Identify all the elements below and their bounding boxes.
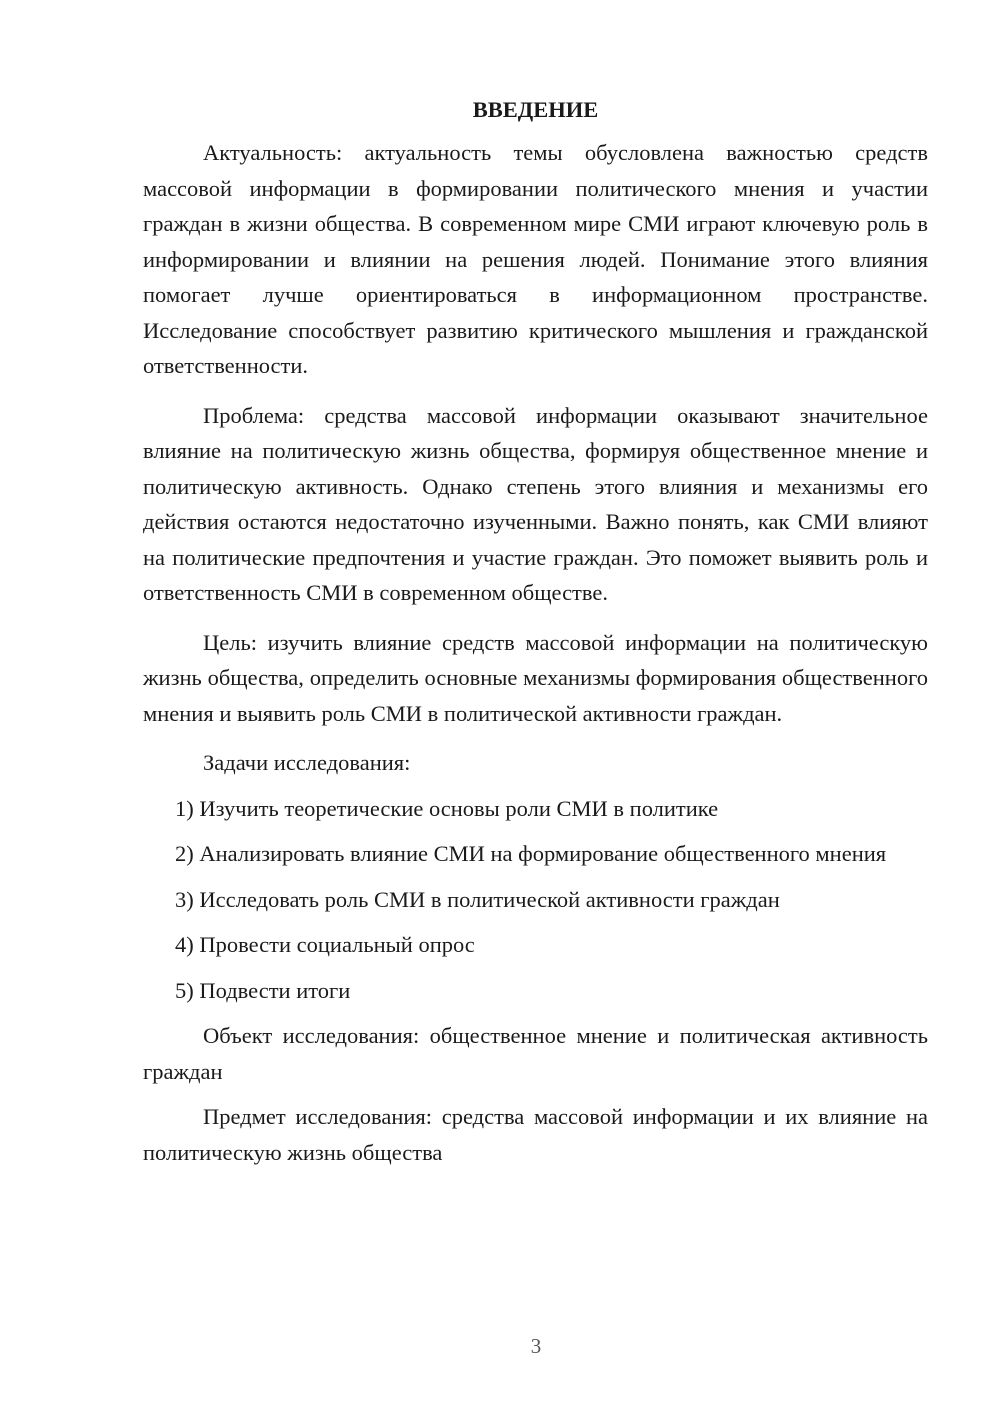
task-item-3: 3) Исследовать роль СМИ в политической активности граждан <box>175 886 780 912</box>
tasks-heading: Задачи исследования: <box>203 750 411 775</box>
research-subject-paragraph: Предмет исследования: средства массовой информации и их влияние на политическую жизнь общества <box>143 1104 928 1165</box>
task-item-4: 4) Провести социальный опрос <box>175 932 475 957</box>
page-content <box>143 92 928 1180</box>
page-number: 3 <box>530 1334 542 1358</box>
research-object-paragraph: Объект исследования: общественное мнение и политическая активность граждан <box>143 1023 928 1084</box>
problem-paragraph: Проблема: средства массовой информации оказывают значительное влияние на политическую жизнь общества, формируя общественное мнение и политическую активность. Однако степень этого влияния и механизмы его действия остаются недостаточно изученными. Важно понять, как СМИ влияют на политические предпочтения и участие граждан. Это поможет выявить роль и ответственность СМИ в современном обществе. <box>143 402 928 605</box>
page-title: ВВЕДЕНИЕ <box>472 97 599 122</box>
goal-paragraph: Цель: изучить влияние средств массовой информации на политическую жизнь общества, определить основные механизмы формирования общественного мнения и выявить роль СМИ в политической активности граждан. <box>143 629 928 726</box>
task-item-2: 2) Анализировать влияние СМИ на формирование общественного мнения <box>175 841 887 866</box>
relevance-paragraph: Актуальность: актуальность темы обусловлена важностью средств массовой информации в формировании политического мнения и участии граждан в жизни общества. В современном мире СМИ играют ключевую роль в информировании и влиянии на решения людей. Понимание этого влияния помогает лучше ориентироваться в информационном пространстве. Исследование способствует развитию критического мышления и гражданской ответственности. <box>143 140 928 378</box>
task-item-1: 1) Изучить теоретические основы роли СМИ в политике <box>175 795 719 821</box>
task-item-5: 5) Подвести итоги <box>175 977 351 1003</box>
